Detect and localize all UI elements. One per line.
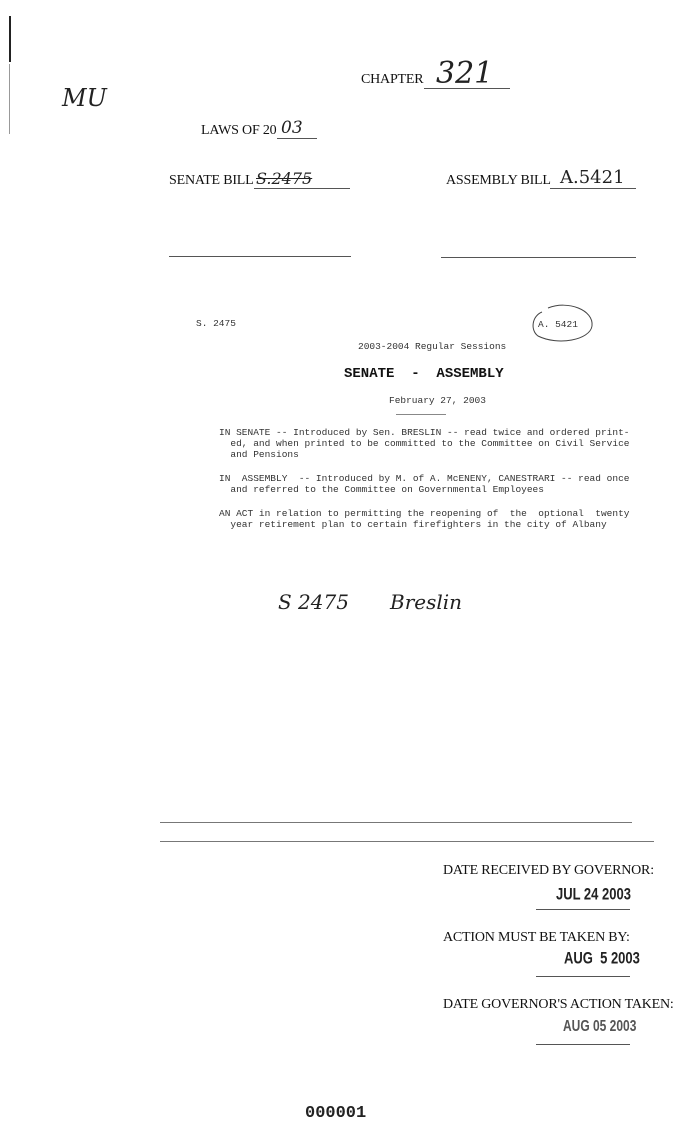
senate-bill-label: SENATE BILL (169, 173, 254, 188)
chapter-underline (424, 88, 510, 89)
assembly-bill-underline (550, 188, 636, 189)
bill-title: SENATE - ASSEMBLY (344, 366, 504, 382)
blank-line-left (169, 256, 351, 257)
act-line-1: AN ACT in relation to permitting the reopening of the optional twenty (219, 508, 630, 519)
assembly-bill-number: A.5421 (560, 167, 625, 188)
laws-year: 03 (281, 118, 303, 138)
action-taken-underline (536, 1044, 630, 1045)
senate-bill-ref: S. 2475 (196, 318, 236, 329)
chapter-number: 321 (436, 56, 494, 91)
page-number: 000001 (305, 1104, 367, 1123)
handwritten-bill-number: S 2475 (278, 590, 349, 614)
senate-bill-number: S.2475 (256, 169, 313, 188)
blank-line-right (441, 257, 636, 258)
chapter-label: CHAPTER (361, 72, 424, 87)
date-divider (396, 414, 446, 415)
senate-intro-line-1: IN SENATE -- Introduced by Sen. BRESLIN -- read twice and ordered print- (219, 427, 630, 438)
session-line: 2003-2004 Regular Sessions (358, 341, 507, 352)
assembly-bill-label: ASSEMBLY BILL (446, 173, 551, 188)
laws-underline (277, 138, 317, 139)
received-label: DATE RECEIVED BY GOVERNOR: (443, 863, 654, 878)
action-taken-date-stamp: AUG 05 2003 (563, 1016, 637, 1036)
laws-label: LAWS OF 20 (201, 123, 277, 138)
assembly-intro-line-2: and referred to the Committee on Governmental Employees (219, 484, 544, 495)
divider-lower (160, 841, 654, 842)
handwritten-sponsor-name: Breslin (390, 590, 463, 614)
action-taken-label: DATE GOVERNOR'S ACTION TAKEN: (443, 997, 674, 1012)
action-by-underline (536, 976, 630, 977)
action-by-label: ACTION MUST BE TAKEN BY: (443, 930, 630, 945)
action-by-date-stamp: AUG 5 2003 (564, 947, 640, 968)
divider-upper (160, 822, 632, 823)
bill-date: February 27, 2003 (389, 395, 486, 406)
margin-note: MU (62, 84, 107, 112)
scan-edge-mark (9, 64, 10, 134)
senate-bill-underline (254, 188, 350, 189)
scan-edge-mark (9, 16, 11, 62)
received-date-stamp: JUL 24 2003 (556, 883, 631, 904)
senate-intro-line-2: ed, and when printed to be committed to the Committee on Civil Service (219, 438, 630, 449)
act-line-2: year retirement plan to certain firefighters in the city of Albany (219, 519, 607, 530)
received-underline (536, 909, 630, 910)
assembly-intro-line-1: IN ASSEMBLY -- Introduced by M. of A. McENENY, CANESTRARI -- read once (219, 473, 630, 484)
assembly-bill-ref: A. 5421 (538, 319, 578, 330)
senate-intro-line-3: and Pensions (219, 449, 299, 460)
